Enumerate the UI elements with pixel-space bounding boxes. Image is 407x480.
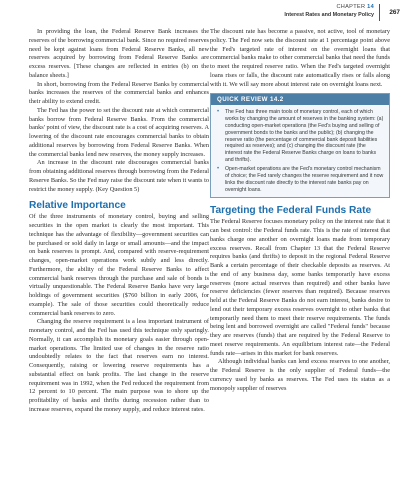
paragraph: Although individual banks can lend excess reserves to one another, the Federal Reserve is the only supplier of Federal funds—the currency used by banks as reserves. The Fed uses its status as a monopoly supplier of reserves [210,358,390,392]
section-heading: Targeting the Federal Funds Rate [210,205,372,217]
quick-review-text: Open-market operations are the Fed's monetary control mechanism of choice; the Fed rarely changes the reserve requirement and it now links the discount rate directly to the interest rate banks pay on overnight loans. [225,166,384,193]
chapter-word: CHAPTER [336,4,366,10]
quick-review-item [216,166,384,193]
chapter-number: 14 [367,4,374,10]
chapter-label [336,4,374,10]
quick-review-title: QUICK REVIEW 14.2 [211,94,389,105]
header-divider [379,4,380,21]
paragraph: Changing the reserve requirement is a less important instrument of monetary control, and the Fed has used this technique only sparingly. Normally, it can accomplish its monetary goals easier through open-market operations. The limited use of changes in the reserve ratio undoubtedly relates to the fact that reserves earn no interest. Consequently, raising or lowering reserve requirements has a substantial effect on bank profits. The last change in the reserve requirement was in 1992, when the Fed reduced the requirement from 12 percent to 10 percent. The main purpose was to shore up the profitability of banks and thrifts during recession rather than to increase reserves, expand the money supply, and reduce interest rates. [29,318,209,413]
paragraph: The discount rate has become a passive, not active, tool of monetary policy. The Fed now sets the discount rate at 1 percentage point above the Fed's targeted rate of interest on the overnight loans that commercial banks make to other commercial banks that need the funds to meet the required reserve ratio. When the Fed's targeted overnight loans rises or falls, the discount rate automatically rises or falls along with it. We will say more about interest rate on overnight loans next. [210,28,390,88]
quick-review-text: The Fed has three main tools of monetary control, each of which works by changing the amount of reserves in the banking system: (a) conducting open-market operations (the Fed's buying and selling of government bonds to the banks and the public); (b) changing the reserve ratio (the percentage of commercial bank deposit liabilities required as reserves); and (c) changing the discount rate (the interest rate the Federal Reserve Banks charge on loans to banks and thrifts). [225,109,384,164]
paragraph: In short, borrowing from the Federal Reserve Banks by commercial banks increases the reserves of the commercial banks and enhances their ability to extend credit. [29,80,209,105]
right-column [210,28,390,393]
paragraph: In providing the loan, the Federal Reserve Bank increases the reserves of the borrowing commercial bank. Since no required reserves need be kept against loans from Federal Reserve Banks, all new reserves acquired by borrowing from Federal Reserve Banks are excess reserves. [These changes are reflected in entries (b) on the balance sheets.] [29,28,209,79]
section-heading: Relative Importance [29,200,126,212]
quick-review-body [211,105,389,197]
bullet-icon: • [217,109,220,116]
quick-review-box [210,93,390,198]
bullet-icon: • [217,166,220,172]
quick-review-item [216,109,384,164]
chapter-title: Interest Rates and Monetary Policy [284,12,374,18]
running-header [241,4,401,26]
page-number: 267 [389,9,400,16]
paragraph: The Fed has the power to set the discount rate at which commercial banks borrow from Federal Reserve Banks. From the commercial banks' point of view, the discount rate is a cost of acquiring reserves. A lowering of the discount rate encourages commercial banks to obtain additional reserves by borrowing from Federal Reserve Banks. When the commercial banks lend new reserves, the money supply increases. [29,106,209,158]
left-column [29,28,209,415]
paragraph: The Federal Reserve focuses monetary policy on the interest rate that it can best control: the Federal funds rate. This is the rate of interest that banks charge one another on overnight loans made from temporary excess reserves. Recall from Chapter 13 that the Federal Reserve requires banks (and thrifts) to deposit in the regional Federal Reserve Bank a certain percentage of their checkable deposits as reserves. At the end of any business day, some banks temporarily have excess reserves (more actual reserves than required) and other banks have reserve deficiencies (fewer reserves than required). Because reserves held at the Federal Reserve Banks do not earn interest, banks desire to lend out their temporary excess reserves overnight to other banks that temporarily need them to meet their reserve requirements. The funds being lent and borrowed overnight are called "Federal funds" because they are reserves (funds) that are required by the Federal Reserve to meet reserve requirements. An equilibrium interest rate—the Federal funds rate—arises in this market for bank reserves. [210,218,390,357]
paragraph: Of the three instruments of monetary control, buying and selling securities in the open market is clearly the most important. This technique has the advantage of flexibility—government securities can be purchased or sold daily in large or small amounts—and the impact on bank reserves is prompt. And, compared with reserve-requirement changes, open-market operations work subtly and less directly. Furthermore, the ability of the Federal Reserve Banks to affect commercial bank reserves through the purchase and sale of bonds is virtually unquestionable. The Federal Reserve Banks have very large holdings of government securities ($760 billion in early 2006, for example). The sale of those securities could theoretically reduce commercial bank reserves to zero. [29,213,209,317]
paragraph: An increase in the discount rate discourages commercial banks from obtaining additional reserves through borrowing from the Federal Reserve Banks. So the Fed may raise the discount rate when it wants to restrict the money supply. (Key Question 5) [29,159,209,193]
